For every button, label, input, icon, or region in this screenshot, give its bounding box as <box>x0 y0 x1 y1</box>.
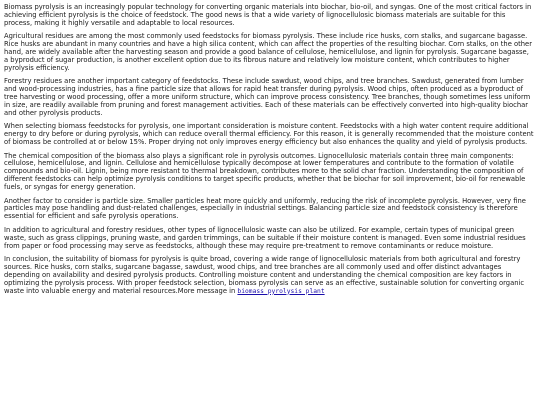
paragraph-chemical-composition: The chemical composition of the biomass also plays a significant role in pyrolysis outcomes. Lignocellulosic materials contain three main components: cellulose, hemicellulose, and lignin. Cellulose and hemicellulose typically decompose at lower temperatures and contribute to the formation of volatile compounds and bio-oil. Lignin, being more resistant to thermal breakdown, contributes more to the solid char fraction. Understanding the composition of different feedstocks can help optimize pyrolysis conditions to target specific products, whether that be biochar for soil improvement, bio-oil for renewable fuels, or syngas for energy generation. <box>4 151 526 192</box>
paragraph-forestry-residues: Forestry residues are another important category of feedstocks. These include sawdust, wood chips, and tree branches. Sawdust, generated from lumber and wood-processing industries, has a fine particle size that allows for rapid heat transfer during pyrolysis. Wood chips, often produced as a byproduct of tree harvesting or wood processing, offer a more uniform structure, which can improve process consistency. Tree branches, though sometimes less uniform in size, are readily available from pruning and forest management activities. Each of these materials can be effectively converted into high-quality biochar and other pyrolysis products. <box>4 77 531 117</box>
paragraph-moisture-content: When selecting biomass feedstocks for pyrolysis, one important consideration is moisture content. Feedstocks with a high water content require additional energy to dry before or during pyrolysis, which can reduce overall thermal efficiency. For this reason, it is generally recommended that the moisture content of biomass be controlled at or below 15%. Proper drying not only improves energy efficiency but also enhances the quality and yield of pyrolysis products. <box>4 122 534 147</box>
article-body <box>4 4 534 301</box>
conclusion-text: In conclusion, the suitability of biomass for pyrolysis is quite broad, covering a wide range of lignocellulosic materials from both agricultural and forestry sources. Rice husks, corn stalks, sugarcane bagasse, sawdust, wood chips, and tree branches are all commonly used and offer distinct advantages depending on availability and desired pyrolysis products. Controlling moisture content and understanding the chemical composition are key factors in optimizing the pyrolysis process. With proper feedstock selection, biomass pyrolysis can serve as an effective, sustainable solution for converting organic waste into valuable energy and material resources.More message in <box>4 254 525 295</box>
paragraph-conclusion <box>4 256 534 296</box>
paragraph-other-waste: In addition to agricultural and forestry residues, other types of lignocellulosic waste can also be utilized. For example, certain types of municipal green waste, such as grass clippings, pruning waste, and garden trimmings, can be suitable if their moisture content is managed. Even some industrial residues from paper or food processing may serve as feedstocks, although these may require pre-treatment to remove contaminants or reduce moisture. <box>4 225 526 250</box>
paragraph-agricultural-residues: Agricultural residues are among the most commonly used feedstocks for biomass pyrolysis. These include rice husks, corn stalks, and sugarcane bagasse. Rice husks are abundant in many countries and have a high silica content, which can affect the properties of the resulting biochar. Corn stalks, on the other hand, are widely available after the harvesting season and provide a good balance of cellulose, hemicellulose, and lignin for pyrolysis. Sugarcane bagasse, a byproduct of sugar production, is another excellent option due to its fibrous nature and relatively low moisture content, which contributes to higher pyrolysis efficiency. <box>4 32 532 72</box>
biomass-pyrolysis-plant-link[interactable]: biomass pyrolysis plant <box>237 287 325 295</box>
paragraph-intro: Biomass pyrolysis is an increasingly popular technology for converting organic materials into biochar, bio-oil, and syngas. One of the most critical factors in achieving efficient pyrolysis is the choice of feedstock. The good news is that a wide variety of lignocellulosic biomass materials are suitable for this process, making it highly versatile and adaptable to local resources. <box>4 3 532 27</box>
paragraph-particle-size: Another factor to consider is particle size. Smaller particles heat more quickly and uniformly, reducing the risk of incomplete pyrolysis. However, very fine particles may pose handling and dust-related challenges, especially in industrial settings. Balancing particle size and feedstock consistency is therefore essential for efficient and safe pyrolysis operations. <box>4 196 526 221</box>
